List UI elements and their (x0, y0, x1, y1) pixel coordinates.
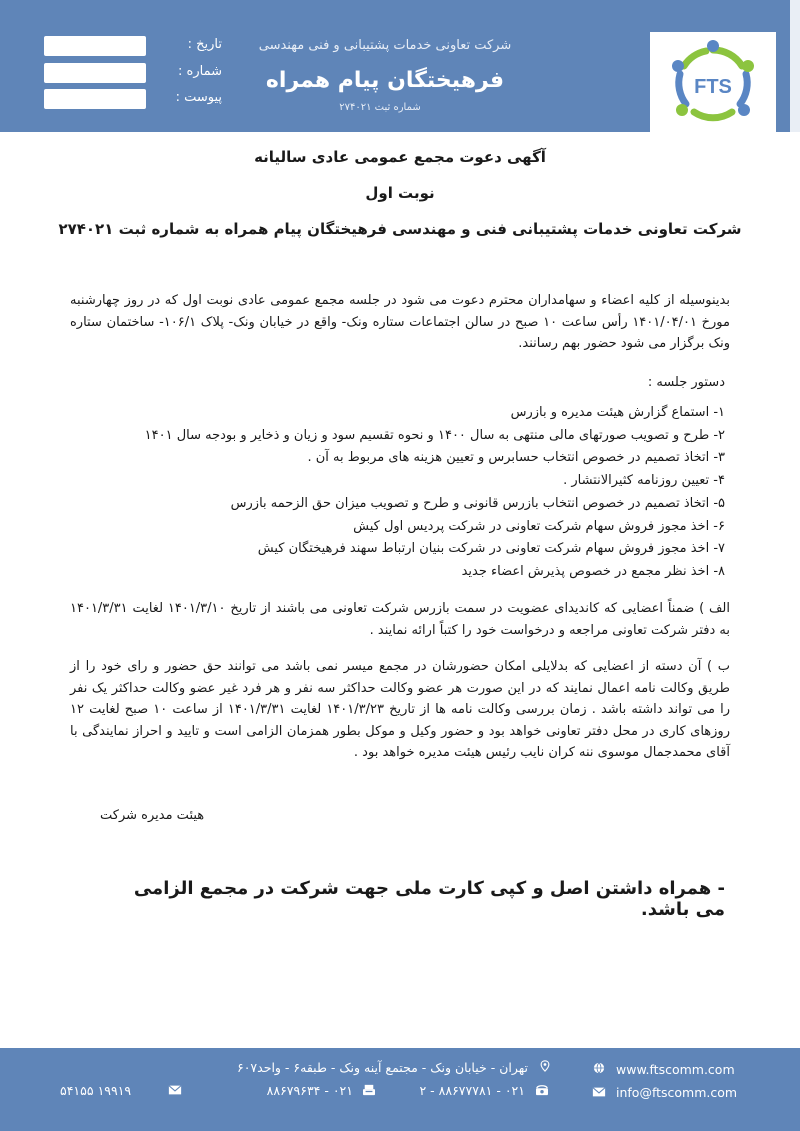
logo-text: FTS (694, 76, 732, 98)
globe-icon (592, 1062, 606, 1074)
agenda-item: ۱- استماع گزارش هیئت مدیره و بازرس (510, 405, 725, 420)
document-title: آگهی دعوت مجمع عمومی عادی سالیانه (254, 148, 546, 166)
agenda-item: ۳- اتخاذ تصمیم در خصوص انتخاب حسابرس و تعیین هزینه های مربوط به آن . (307, 450, 725, 466)
mail-envelope-icon (168, 1084, 182, 1096)
phone-icon (535, 1084, 549, 1096)
important-note: - همراه داشتن اصل و کپی کارت ملی جهت شرکت در مجمع الزامی می باشد. (133, 878, 725, 920)
logo-people-ring-icon (656, 38, 770, 128)
footer-fax: ۰۲۱ - ۸۸۶۷۹۶۳۴ (266, 1083, 353, 1098)
date-label: تاریخ : (187, 37, 222, 52)
agenda-item: ۸- اخذ نظر مجمع در خصوص پذیرش اعضاء جدید (461, 563, 725, 579)
company-heading: شرکت تعاونی خدمات پشتیبانی فنی و مهندسی فرهیختگان پیام همراه به شماره ثبت ۲۷۴۰۲۱ (58, 220, 742, 238)
agenda-label: دستور جلسه : (647, 375, 725, 390)
agenda-item: ۵- اتخاذ تصمیم در خصوص انتخاب بازرس قانونی و طرح و تصویب میزان حق الزحمه بازرس (230, 495, 725, 511)
letterhead-header (0, 0, 800, 132)
footer-postal-code: ۱۹۹۱۹ ۵۴۱۵۵ (60, 1083, 132, 1098)
paragraph-proxy: ب ) آن دسته از اعضایی که بدلایلی امکان حضورشان در مجمع میسر نمی باشد می توانند حق حضور و رای خود را از طریق وکالت نامه اعمال نمایند که در این صورت هر عضو وکالت حداکثر سه نفر و هر فرد غیر عضو وکالت حداکثر یک نفر را می تواند داشته باشد . زمان بررسی وکالت نامه ها از تاریخ ۱۴۰۱/۳/۲۳ لغایت ۱۴۰۱/۳/۳۱ از ساعت ۱۰ صبح لغایت ۱۲ روزهای کاری در محل دفتر تعاونی خواهد بود و حضور وکیل و موکل بطور همزمان الزامی است و تایید و احراز نمایندگی با آقای محمدجمال موسوی ننه کران نایب رئیس هیئت مدیره خواهد بود . (70, 659, 730, 760)
attachment-field[interactable] (44, 89, 146, 109)
footer-website[interactable]: www.ftscomm.com (616, 1062, 735, 1077)
number-field[interactable] (44, 63, 146, 83)
signature: هیئت مدیره شرکت (100, 808, 205, 823)
session-round: نوبت اول (365, 184, 435, 202)
company-logo (650, 32, 776, 132)
intro-paragraph: بدینوسیله از کلیه اعضاء و سهامداران محترم دعوت می شود در جلسه مجمع عمومی عادی نوبت اول که در روز چهارشنبه مورخ ۱۴۰۱/۰۴/۰۱ رأس ساعت ۱۰ صبح در سالن اجتماعات ستاره ونک- واقع در خیابان ونک- پلاک ۱۰۶/۱- ساختمان ستاره ونک برگزار می شود حضور بهم رسانند. (70, 293, 730, 351)
agenda-list (65, 402, 725, 584)
agenda-item: ۲- طرح و تصویب صورتهای مالی منتهی به سال ۱۴۰۰ و نحوه تقسیم سود و زیان و ذخایر و بودجه سال ۱۴۰۱ (144, 427, 725, 443)
header-edge-strip (790, 0, 800, 132)
paragraph-candidates: الف ) ضمناً اعضایی که کاندیدای عضویت در سمت بازرس شرکت تعاونی می باشند از تاریخ ۱۴۰۱/۳/۱۰ لغایت ۱۴۰۱/۳/۳۱ به دفتر شرکت تعاونی مراجعه و درخواست خود را کتباً ارائه نمایند . (70, 601, 730, 638)
footer-address: تهران - خیابان ونک - مجتمع آینه ونک - طبقه۶ - واحد۶۰۷ (237, 1060, 528, 1075)
footer-phone: ۰۲۱ - ۸۸۶۷۷۷۸۱ - ۲ (419, 1083, 525, 1098)
attachment-label: پیوست : (175, 90, 222, 105)
agenda-item: ۷- اخذ مجوز فروش سهام شرکت تعاونی در شرکت بنیان ارتباط سهند فرهیختگان کیش (257, 541, 725, 557)
footer-email[interactable]: info@ftscomm.com (616, 1085, 738, 1100)
company-subtitle: شرکت تعاونی خدمات پشتیبانی و فنی مهندسی (258, 38, 512, 53)
letterhead-footer (0, 1048, 800, 1131)
date-field[interactable] (44, 36, 146, 56)
agenda-item: ۶- اخذ مجوز فروش سهام شرکت تعاونی در شرکت پردیس اول کیش (353, 518, 725, 534)
location-pin-icon (538, 1060, 552, 1072)
registration-number: شماره ثبت ۲۷۴۰۲۱ (339, 102, 421, 113)
company-name: فرهیختگان پیام همراه (265, 68, 505, 93)
fax-icon (362, 1084, 376, 1096)
number-label: شماره : (178, 64, 222, 79)
agenda-item: ۴- تعیین روزنامه کثیرالانتشار . (563, 473, 725, 489)
email-icon (592, 1086, 606, 1098)
